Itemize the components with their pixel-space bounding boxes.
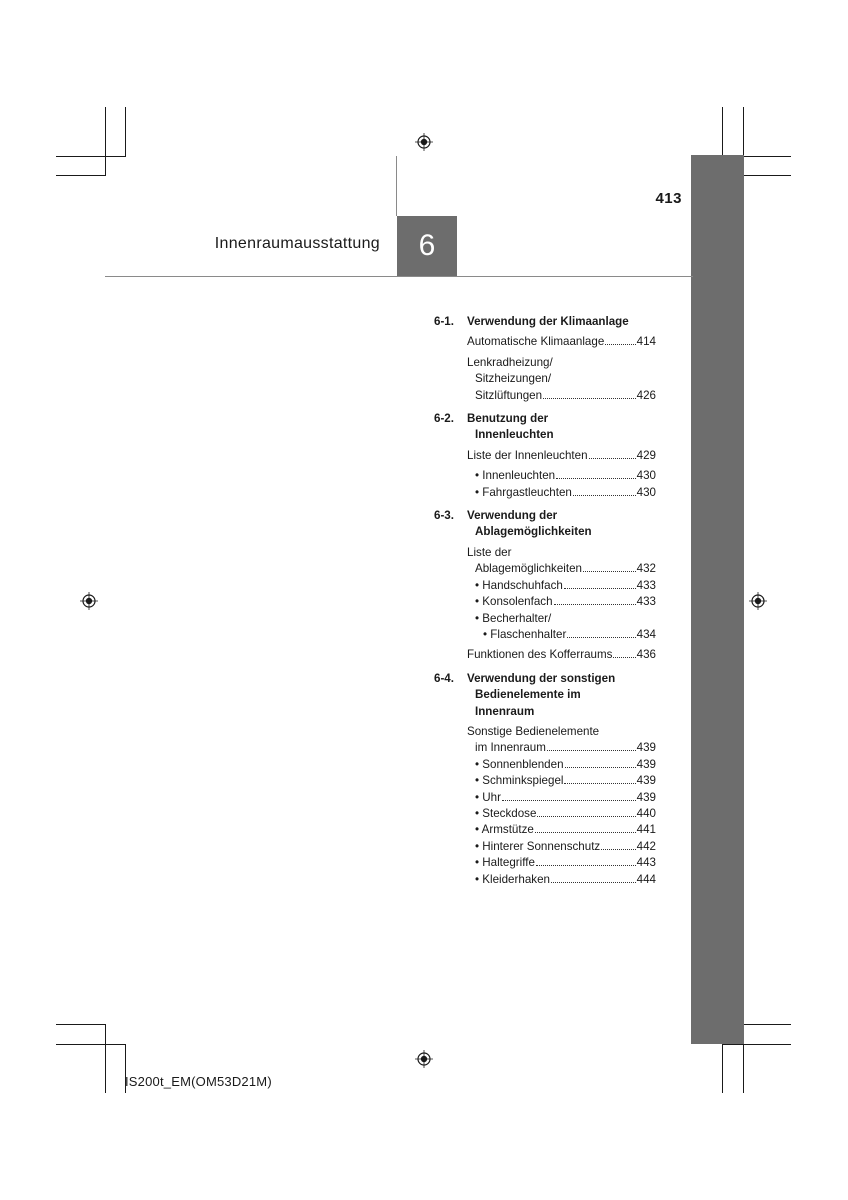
- toc-subentry-label: • Konsolenfach: [475, 594, 553, 610]
- toc-section-number: 6-1.: [434, 315, 454, 328]
- toc-section-heading[interactable]: [434, 671, 656, 720]
- toc-subentry[interactable]: [434, 839, 656, 855]
- toc-leader: [589, 458, 636, 459]
- toc-subentry-label: • Armstütze: [475, 822, 534, 838]
- header-rule: [105, 276, 693, 277]
- toc-entry[interactable]: [434, 334, 656, 350]
- toc-subentry[interactable]: [434, 773, 656, 789]
- toc-leader: [564, 783, 635, 784]
- chapter-number-box: [397, 216, 457, 276]
- toc-subentry-page: 441: [636, 823, 656, 837]
- toc-subentry[interactable]: [434, 594, 656, 610]
- toc-leader: [565, 767, 636, 768]
- crop-mark: [743, 1024, 791, 1025]
- toc-subentry-label: • Fahrgastleuchten: [475, 485, 572, 501]
- toc-entry[interactable]: [434, 448, 656, 464]
- chapter-side-tab: [691, 155, 744, 1044]
- toc-leader: [573, 495, 636, 496]
- toc-subentry-label: • Steckdose: [475, 806, 536, 822]
- registration-target-icon: [749, 592, 767, 610]
- toc-entry-page: 429: [636, 448, 656, 462]
- toc-subentry-page: 433: [636, 578, 656, 592]
- crop-mark: [722, 107, 723, 157]
- toc-leader: [583, 571, 636, 572]
- toc-subentry-label: • Innenleuchten: [475, 468, 555, 484]
- toc-section-title: Bedienelemente im: [475, 688, 581, 702]
- crop-mark: [56, 1024, 105, 1025]
- toc-section-title: Verwendung der Klimaanlage: [467, 315, 629, 328]
- toc-section-title: Verwendung der: [467, 509, 558, 523]
- crop-mark: [56, 156, 125, 157]
- toc-entry-page: 426: [636, 388, 656, 402]
- toc-subentry-label: • Uhr: [475, 790, 501, 806]
- toc-section-number: 6-4.: [434, 671, 454, 685]
- toc-subentry-page: 430: [636, 485, 656, 499]
- crop-mark: [105, 107, 106, 176]
- toc-subentry-page: 442: [636, 839, 656, 853]
- toc-section: [434, 314, 656, 404]
- toc-leader: [543, 398, 636, 399]
- toc-entry-label: im Innenraum: [475, 741, 546, 755]
- crop-mark: [722, 1044, 791, 1045]
- toc-entry-page: 439: [636, 741, 656, 755]
- page-number: 413: [655, 190, 682, 207]
- registration-target-icon: [415, 1050, 433, 1068]
- registration-target-icon: [415, 133, 433, 151]
- crop-mark: [56, 1044, 125, 1045]
- toc-entry[interactable]: [434, 545, 656, 578]
- toc-entry-label: Sitzlüftungen: [475, 388, 543, 402]
- toc-leader: [556, 478, 636, 479]
- toc-subentry[interactable]: [434, 485, 656, 501]
- toc-section-number: 6-3.: [434, 509, 454, 523]
- toc-entry-label: Automatische Klimaanlage: [467, 335, 605, 349]
- chapter-number: 6: [418, 229, 436, 262]
- toc-subentry-label: • Sonnenblenden: [475, 757, 564, 773]
- toc-leader: [601, 849, 635, 850]
- toc-leader: [537, 816, 635, 817]
- toc-subentry[interactable]: [434, 822, 656, 838]
- toc-section: [434, 411, 656, 501]
- toc-entry-label: Ablagemöglichkeiten: [475, 562, 582, 576]
- toc-section: [434, 671, 656, 888]
- footer-model-code: IS200t_EM(OM53D21M): [125, 1074, 272, 1089]
- toc-entry-label: Liste der: [467, 545, 512, 559]
- toc-subentry-page: 439: [636, 757, 656, 771]
- toc-subentry[interactable]: [434, 790, 656, 806]
- toc-subentry[interactable]: [434, 806, 656, 822]
- toc-subentry-label: • Haltegriffe: [475, 855, 535, 871]
- toc-entry-label: Sitzheizungen/: [475, 372, 552, 386]
- crop-mark: [743, 175, 791, 176]
- toc-section: [434, 508, 656, 664]
- toc-subentry-label: • Flaschenhalter: [483, 627, 566, 643]
- toc-entry-label: Sonstige Bedienelemente: [467, 724, 600, 738]
- toc-entry-page: 436: [636, 648, 656, 662]
- toc-section-heading[interactable]: [434, 508, 656, 541]
- toc-subentry-label: • Kleiderhaken: [475, 872, 550, 888]
- toc-section-number: 6-2.: [434, 412, 454, 426]
- toc-entry-label: Liste der Innenleuchten: [467, 448, 588, 462]
- toc-subentry-page: 434: [636, 627, 656, 641]
- table-of-contents: [434, 314, 656, 895]
- toc-subentry-label: • Hinterer Sonnenschutz: [475, 839, 600, 855]
- toc-entry-page: 414: [636, 335, 656, 349]
- toc-subentry[interactable]: [434, 611, 656, 644]
- toc-section-title: Verwendung der sonstigen: [467, 671, 616, 685]
- toc-section-title: Ablagemöglichkeiten: [475, 525, 592, 539]
- toc-leader: [567, 637, 635, 638]
- toc-subentry-page: 440: [636, 806, 656, 820]
- toc-section-title: Benutzung der: [467, 412, 549, 426]
- toc-subentry-label: • Becherhalter/: [475, 611, 656, 627]
- crop-mark: [722, 1044, 723, 1093]
- toc-subentry-page: 439: [636, 790, 656, 804]
- toc-section-heading[interactable]: [434, 411, 656, 444]
- toc-leader: [547, 750, 636, 751]
- toc-subentry-page: 439: [636, 774, 656, 788]
- toc-entry[interactable]: [434, 355, 656, 404]
- crop-mark: [56, 175, 105, 176]
- toc-subentry[interactable]: [434, 872, 656, 888]
- toc-leader: [554, 604, 636, 605]
- toc-leader: [613, 657, 635, 658]
- toc-subentry[interactable]: [434, 468, 656, 484]
- toc-leader: [536, 865, 636, 866]
- toc-entry-label: Lenkradheizung/: [467, 355, 553, 369]
- toc-subentry-page: 443: [636, 856, 656, 870]
- header-divider: [396, 156, 397, 216]
- toc-leader: [564, 588, 636, 589]
- toc-subentry-page: 430: [636, 469, 656, 483]
- toc-leader: [502, 800, 636, 801]
- toc-subentry-page: 433: [636, 595, 656, 609]
- toc-entry-label: Funktionen des Kofferraums: [467, 648, 613, 662]
- crop-mark: [105, 1024, 106, 1093]
- crop-mark: [125, 107, 126, 157]
- toc-section-heading[interactable]: [434, 314, 656, 330]
- toc-subentry[interactable]: [434, 757, 656, 773]
- toc-subentry-page: 444: [636, 872, 656, 886]
- toc-subentry[interactable]: [434, 855, 656, 871]
- toc-subentry[interactable]: [434, 578, 656, 594]
- toc-subentry-label: • Handschuhfach: [475, 578, 563, 594]
- toc-leader: [605, 344, 635, 345]
- toc-leader: [551, 882, 636, 883]
- toc-entry-page: 432: [636, 562, 656, 576]
- toc-leader: [535, 832, 636, 833]
- toc-subentry-label: • Schminkspiegel: [475, 773, 563, 789]
- toc-section-title: Innenraum: [475, 704, 535, 718]
- registration-target-icon: [80, 592, 98, 610]
- toc-entry[interactable]: [434, 724, 656, 757]
- toc-section-title: Innenleuchten: [475, 428, 554, 442]
- toc-entry[interactable]: [434, 647, 656, 663]
- chapter-title: Innenraumausstattung: [214, 235, 380, 252]
